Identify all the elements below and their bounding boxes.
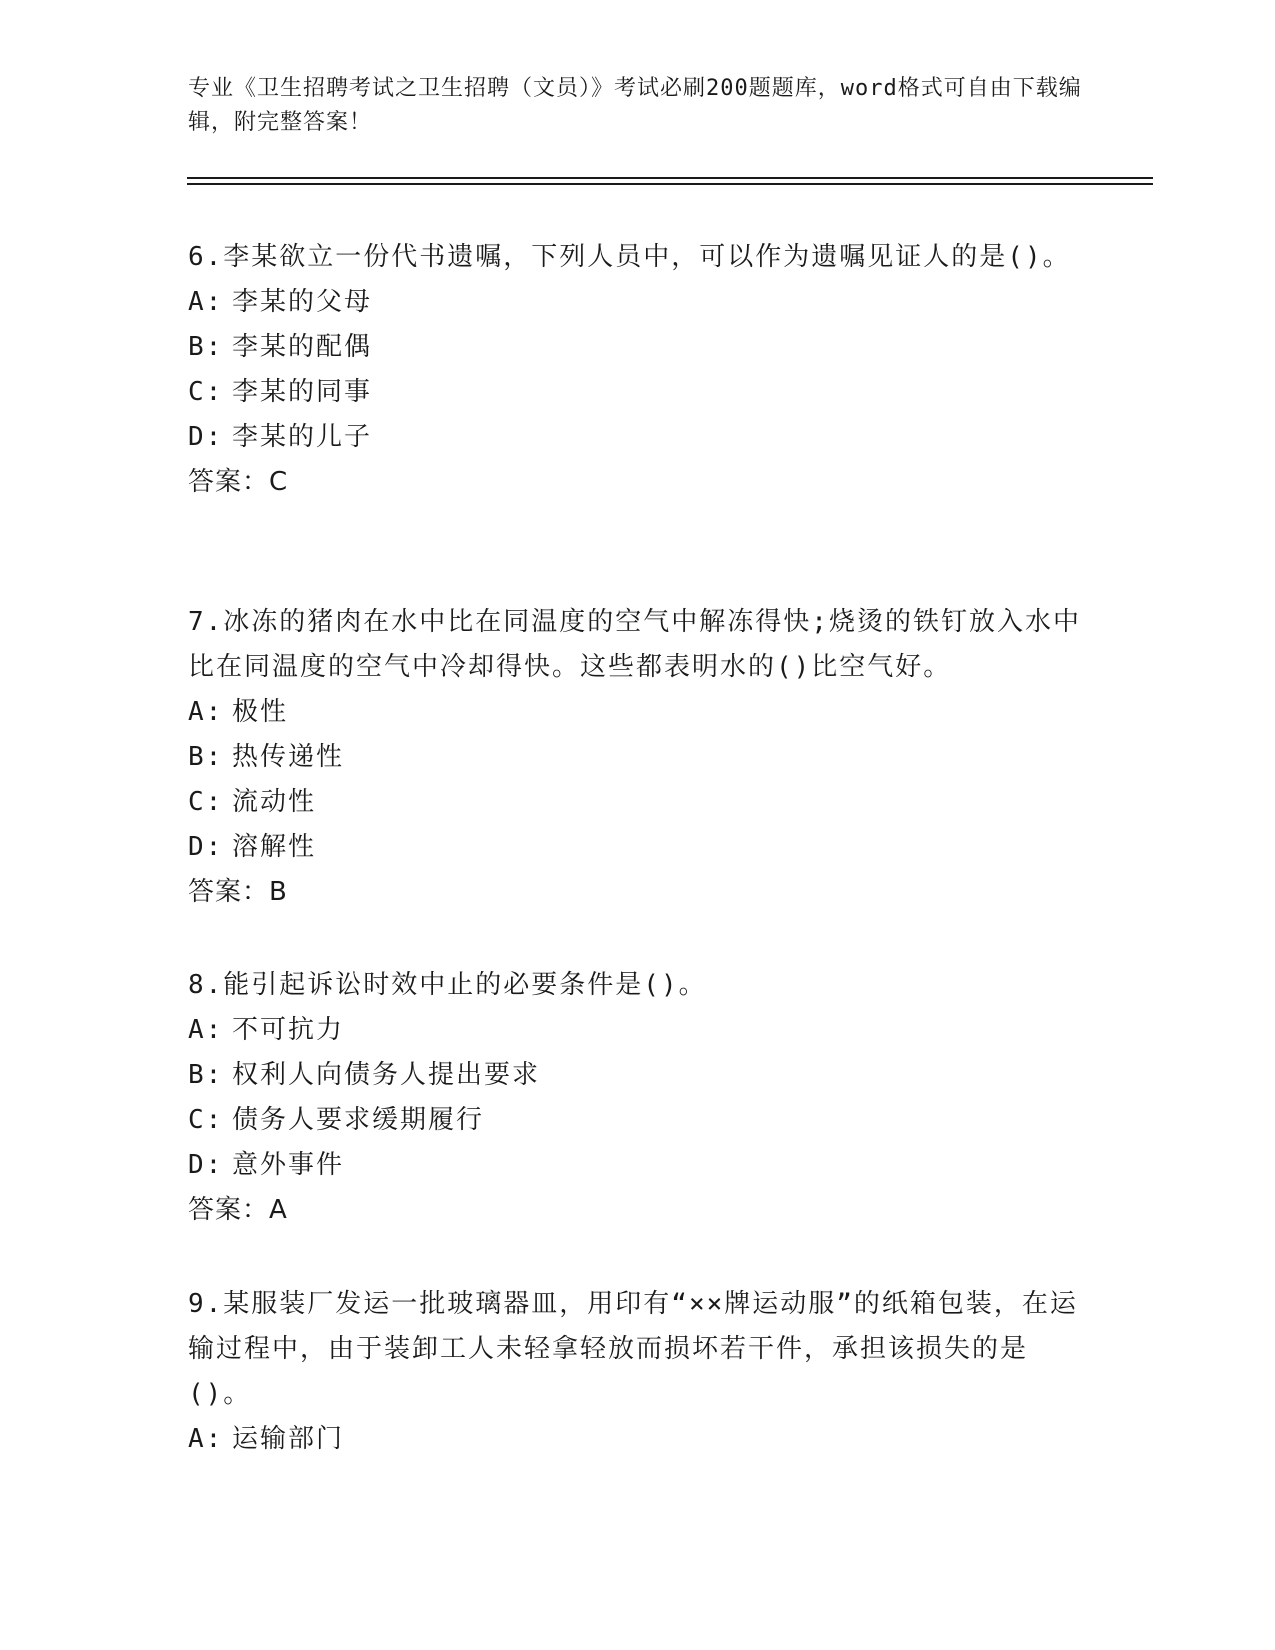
option-label: D:	[188, 832, 224, 862]
option-c	[188, 370, 1088, 415]
option-text: 溶解性	[232, 832, 317, 862]
option-text: 极性	[232, 697, 289, 727]
option-d	[188, 1143, 1088, 1188]
answer: 答案：C	[188, 467, 289, 497]
question-7	[188, 600, 1088, 915]
option-a	[188, 690, 1088, 735]
option-label: C:	[188, 1105, 224, 1135]
option-text: 李某的父母	[232, 287, 373, 317]
option-label: C:	[188, 787, 224, 817]
option-text: 不可抗力	[232, 1015, 345, 1045]
option-label: D:	[188, 422, 224, 452]
option-b	[188, 1053, 1088, 1098]
option-label: B:	[188, 332, 224, 362]
question-6	[188, 235, 1088, 505]
question-8	[188, 963, 1088, 1233]
option-a	[188, 280, 1088, 325]
option-b	[188, 735, 1088, 780]
answer: 答案：A	[188, 1195, 288, 1225]
answer: 答案：B	[188, 877, 288, 907]
option-a	[188, 1008, 1088, 1053]
option-text: 债务人要求缓期履行	[232, 1105, 485, 1135]
option-d	[188, 825, 1088, 870]
question-text: 6.李某欲立一份代书遗嘱，下列人员中，可以作为遗嘱见证人的是()。	[188, 242, 1071, 272]
header-divider-top	[187, 177, 1153, 179]
option-a	[188, 1417, 1088, 1462]
option-text: 李某的同事	[232, 377, 373, 407]
option-text: 热传递性	[232, 742, 345, 772]
question-9	[188, 1282, 1088, 1462]
option-label: A:	[188, 1424, 224, 1454]
option-d	[188, 415, 1088, 460]
option-text: 运输部门	[232, 1424, 345, 1454]
option-text: 李某的儿子	[232, 422, 373, 452]
question-text: 9.某服装厂发运一批玻璃器皿，用印有“××牌运动服”的纸箱包装，在运输过程中，由于装卸工人未轻拿轻放而损坏若干件，承担该损失的是()。	[188, 1289, 1078, 1409]
option-text: 意外事件	[232, 1150, 345, 1180]
option-label: B:	[188, 1060, 224, 1090]
option-text: 流动性	[232, 787, 317, 817]
option-b	[188, 325, 1088, 370]
option-label: B:	[188, 742, 224, 772]
option-text: 权利人向债务人提出要求	[232, 1060, 541, 1090]
question-text: 8.能引起诉讼时效中止的必要条件是()。	[188, 970, 707, 1000]
option-c	[188, 780, 1088, 825]
option-label: C:	[188, 377, 224, 407]
option-c	[188, 1098, 1088, 1143]
option-text: 李某的配偶	[232, 332, 373, 362]
document-header: 专业《卫生招聘考试之卫生招聘（文员）》考试必刷200题题库，word格式可自由下载编辑，附完整答案！	[188, 76, 1082, 135]
option-label: A:	[188, 697, 224, 727]
option-label: D:	[188, 1150, 224, 1180]
question-text: 7.冰冻的猪肉在水中比在同温度的空气中解冻得快;烧烫的铁钉放入水中比在同温度的空气中冷却得快。这些都表明水的()比空气好。	[188, 607, 1081, 682]
header-divider-bottom	[187, 183, 1153, 185]
option-label: A:	[188, 1015, 224, 1045]
option-label: A:	[188, 287, 224, 317]
